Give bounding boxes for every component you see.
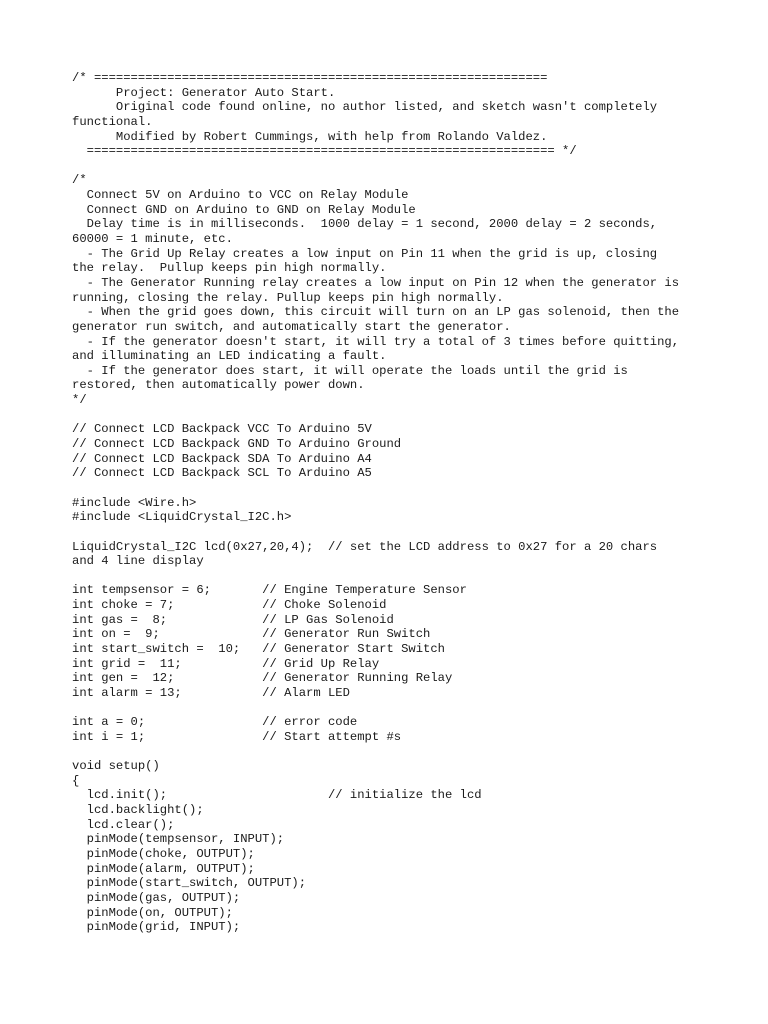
code-line: ================================================================ */ xyxy=(72,144,577,159)
code-line: and 4 line display xyxy=(72,554,204,569)
code-line: void setup() xyxy=(72,759,160,774)
code-line: #include <LiquidCrystal_I2C.h> xyxy=(72,510,292,525)
code-line: - If the generator doesn't start, it will try a total of 3 times before quitting, xyxy=(72,334,680,349)
code-line xyxy=(72,744,702,759)
code-line: int on = 9; // Generator Run Switch xyxy=(72,627,431,642)
code-line: pinMode(gas, OUTPUT); xyxy=(72,890,241,905)
code-line: - When the grid goes down, this circuit will turn on an LP gas solenoid, then the xyxy=(72,305,680,320)
code-line: 60000 = 1 minute, etc. xyxy=(72,232,233,247)
code-line: running, closing the relay. Pullup keeps pin high normally. xyxy=(72,290,504,305)
code-line: int gen = 12; // Generator Running Relay xyxy=(72,671,453,686)
code-line: the relay. Pullup keeps pin high normally. xyxy=(72,261,387,276)
code-line: Delay time is in milliseconds. 1000 delay = 1 second, 2000 delay = 2 seconds, xyxy=(72,217,658,232)
code-line: Project: Generator Auto Start. xyxy=(72,85,336,100)
code-line: pinMode(tempsensor, INPUT); xyxy=(72,832,285,847)
code-line: // Connect LCD Backpack SDA To Arduino A4 xyxy=(72,451,372,466)
code-line: int a = 0; // error code xyxy=(72,715,358,730)
code-line xyxy=(72,569,702,584)
code-line: pinMode(start_switch, OUTPUT); xyxy=(72,876,307,891)
code-line: */ xyxy=(72,393,87,408)
code-line: generator run switch, and automatically start the generator. xyxy=(72,319,511,334)
code-line: Original code found online, no author listed, and sketch wasn't completely xyxy=(72,100,658,115)
code-line: int choke = 7; // Choke Solenoid xyxy=(72,598,387,613)
code-line: /* ============================================================== xyxy=(72,71,548,85)
code-line: lcd.clear(); xyxy=(72,817,175,832)
code-line: and illuminating an LED indicating a fault. xyxy=(72,349,387,364)
code-line: - The Grid Up Relay creates a low input on Pin 11 when the grid is up, closing xyxy=(72,246,658,261)
code-listing xyxy=(72,71,702,935)
code-line: pinMode(grid, INPUT); xyxy=(72,920,241,935)
code-line: /* xyxy=(72,173,87,188)
code-line: lcd.backlight(); xyxy=(72,803,204,818)
code-line xyxy=(72,408,702,423)
code-line: restored, then automatically power down. xyxy=(72,378,365,393)
code-line: Connect GND on Arduino to GND on Relay Module xyxy=(72,202,416,217)
code-line: int start_switch = 10; // Generator Start Switch xyxy=(72,641,445,656)
code-line: pinMode(choke, OUTPUT); xyxy=(72,846,255,861)
code-line: int alarm = 13; // Alarm LED xyxy=(72,685,350,700)
code-line xyxy=(72,481,702,496)
code-line: // Connect LCD Backpack VCC To Arduino 5V xyxy=(72,422,372,437)
code-line: int gas = 8; // LP Gas Solenoid xyxy=(72,612,394,627)
code-line: Connect 5V on Arduino to VCC on Relay Module xyxy=(72,188,409,203)
code-line: pinMode(on, OUTPUT); xyxy=(72,905,233,920)
code-line: - If the generator does start, it will operate the loads until the grid is xyxy=(72,363,628,378)
code-line xyxy=(72,159,702,174)
code-line: int grid = 11; // Grid Up Relay xyxy=(72,656,380,671)
code-line: { xyxy=(72,773,80,788)
code-line: int tempsensor = 6; // Engine Temperature Sensor xyxy=(72,583,467,598)
code-line: - The Generator Running relay creates a low input on Pin 12 when the generator is xyxy=(72,275,680,290)
code-line: functional. xyxy=(72,114,153,129)
code-line: int i = 1; // Start attempt #s xyxy=(72,729,402,744)
code-line xyxy=(72,525,702,540)
code-line xyxy=(72,701,702,716)
code-line: lcd.init(); // initialize the lcd xyxy=(72,788,482,803)
code-line: Modified by Robert Cummings, with help from Rolando Valdez. xyxy=(72,129,548,144)
code-line: // Connect LCD Backpack SCL To Arduino A5 xyxy=(72,466,372,481)
code-line: LiquidCrystal_I2C lcd(0x27,20,4); // set the LCD address to 0x27 for a 20 chars xyxy=(72,539,658,554)
code-line: // Connect LCD Backpack GND To Arduino Ground xyxy=(72,437,402,452)
code-line: #include <Wire.h> xyxy=(72,495,197,510)
code-line: pinMode(alarm, OUTPUT); xyxy=(72,861,255,876)
